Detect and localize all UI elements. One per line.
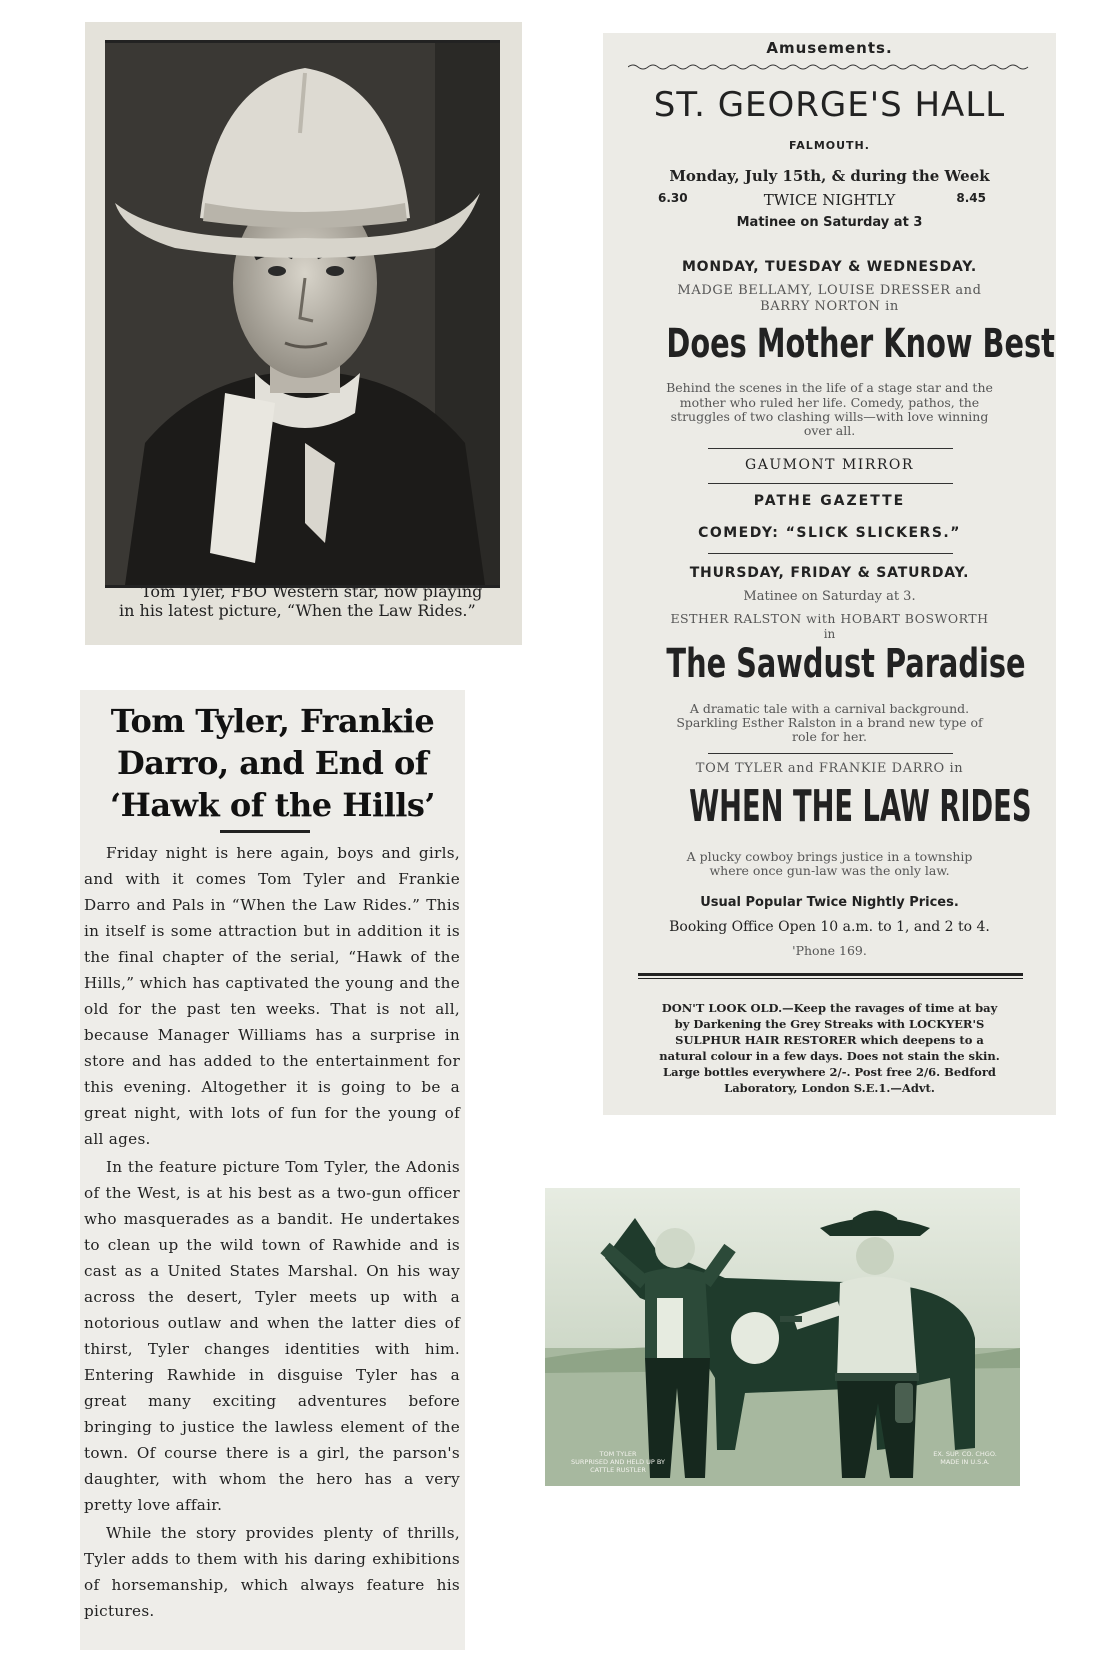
matinee-note-2: Matinee on Saturday at 3. <box>743 589 916 604</box>
tom-tyler-photo <box>105 40 500 588</box>
article-paragraph: Friday night is here again, boys and girls, and with it comes Tom Tyler and Frankie Darro and Pals in “When the Law Rides.” This in itself is some attraction but in addition it is the final chapter of the serial, “Hawk of the Hills,” which has captivated the young and the old for the past ten weeks. That is not all, because Manager Williams has a surprise in store and has added to the entertainment for this evening. Altogether it is going to be a great night, with lots of fun for the young of all ages. <box>84 844 460 1148</box>
headline-rule <box>220 830 310 833</box>
program-days-2: THURSDAY, FRIDAY & SATURDAY. <box>689 565 970 581</box>
feature-title-1: Does Mother Know Best <box>666 321 1055 367</box>
twice-nightly-label: TWICE NIGHTLY <box>763 191 896 209</box>
phone-number: 'Phone 169. <box>792 943 867 958</box>
blurb-1-line-1: Behind the scenes in the life of a stage star and the <box>666 380 993 395</box>
promo-line-2: by Darkening the Grey Streaks with LOCKYER'S <box>674 1017 985 1031</box>
photo-caption: Tom Tyler, FBO Western star, now playing in his latest picture, “When the Law Rides.” <box>119 582 483 620</box>
article-paragraph: In the feature picture Tom Tyler, the Adonis of the West, is at his best as a two-gun officer who masquerades as a bandit. He undertakes to clean up the wild town of Rawhide and is cast as a United States Marshal. On his way across the desert, Tyler meets up with a notorious outlaw and when the latter dies of thirst, Tyler changes identities with him. Entering Rawhide in disguise Tyler has a great many exciting adventures before bringing to justice the lawless element of the town. Of course there is a girl, the parson's daughter, with whom the hero has a very pretty love affair. <box>84 1158 460 1514</box>
amusements-advertisement <box>603 33 1056 1115</box>
article-paragraph: While the story provides plenty of thrills, Tyler adds to them with his daring exhibitions of horsemanship, which always feature his pictures. <box>84 1524 460 1620</box>
blurb-1-line-4: over all. <box>803 423 856 438</box>
lobby-caption-left <box>563 1450 673 1474</box>
lobby-card <box>545 1188 1020 1486</box>
program-days-1: MONDAY, TUESDAY & WEDNESDAY. <box>681 259 978 275</box>
cast-line-3: TOM TYLER and FRANKIE DARRO in <box>695 761 964 776</box>
feature-title-2: The Sawdust Paradise <box>666 641 1026 687</box>
blurb-1-line-2: mother who ruled her life. Comedy, pathos, the <box>679 395 980 410</box>
blurb-2-line-1: A dramatic tale with a carnival background. <box>689 701 970 716</box>
divider <box>708 448 953 449</box>
newspaper-article <box>80 690 465 1650</box>
lobby-caption-left-line: SURPRISED AND HELD UP BY <box>571 1458 665 1466</box>
thin-divider <box>638 978 1023 979</box>
divider <box>708 553 953 554</box>
promo-line-6: Laboratory, London S.E.1.—Advt. <box>724 1081 935 1095</box>
venue-town: FALMOUTH. <box>789 139 870 152</box>
lobby-caption-right-line: EX. SUP. CO. CHGO. <box>933 1450 997 1458</box>
wavy-divider <box>628 63 1033 71</box>
article-body <box>84 840 460 1626</box>
short-gaumont-mirror: GAUMONT MIRROR <box>745 457 914 473</box>
short-pathe-gazette: PATHE GAZETTE <box>753 493 906 509</box>
divider <box>708 483 953 484</box>
promo-line-5: Large bottles everywhere 2/-. Post free 2/6. Bedford <box>663 1065 996 1079</box>
feature-title-3: WHEN THE LAW RIDES <box>689 781 1032 832</box>
comedy-short: COMEDY: “SLICK SLICKERS.” <box>698 525 961 541</box>
blurb-2-line-3: role for her. <box>792 729 867 744</box>
lobby-caption-right-line: MADE IN U.S.A. <box>940 1458 990 1466</box>
blurb-3-line-1: A plucky cowboy brings justice in a township <box>686 849 973 864</box>
cast-line-2: ESTHER RALSTON with HOBART BOSWORTH <box>670 611 989 626</box>
lobby-caption-left-line: CATTLE RUSTLER <box>590 1466 646 1474</box>
showtime-late: 8.45 <box>956 191 986 205</box>
lobby-caption-right <box>915 1450 1015 1466</box>
showtimes <box>603 191 1056 209</box>
ad-header: Amusements. <box>766 39 893 57</box>
cast-line-1: MADGE BELLAMY, LOUISE DRESSER and <box>677 283 982 298</box>
prices-note: Usual Popular Twice Nightly Prices. <box>700 895 959 910</box>
blurb-2-line-2: Sparkling Esther Ralston in a brand new type of <box>676 715 983 730</box>
cast-line-1b: BARRY NORTON in <box>760 299 899 314</box>
holdup-scene-illustration <box>545 1188 1020 1486</box>
promo-line-1: DON'T LOOK OLD.—Keep the ravages of time at bay <box>661 1001 998 1015</box>
thick-divider <box>638 973 1023 976</box>
blurb-1-line-3: struggles of two clashing wills—with love winning <box>670 409 989 424</box>
promo-line-3: SULPHUR HAIR RESTORER which deepens to a <box>675 1033 984 1047</box>
showtime-early: 6.30 <box>658 191 688 205</box>
lobby-caption-left-line: TOM TYLER <box>599 1450 637 1458</box>
promo-line-4: natural colour in a few days. Does not stain the skin. <box>659 1049 1000 1063</box>
cowboy-portrait-illustration <box>105 43 500 585</box>
article-headline: Tom Tyler, Frankie Darro, and End of ‘Hawk of the Hills’ <box>109 702 436 824</box>
blurb-3-line-2: where once gun-law was the only law. <box>709 863 950 878</box>
venue-name: ST. GEORGE'S HALL <box>653 85 1006 125</box>
booking-hours: Booking Office Open 10 a.m. to 1, and 2 to 4. <box>669 919 990 935</box>
portrait-clipping <box>85 22 522 645</box>
run-dates: Monday, July 15th, & during the Week <box>669 167 990 185</box>
divider <box>708 753 953 754</box>
cast-line-2b: in <box>823 627 836 641</box>
matinee-note-1: Matinee on Saturday at 3 <box>736 215 923 230</box>
